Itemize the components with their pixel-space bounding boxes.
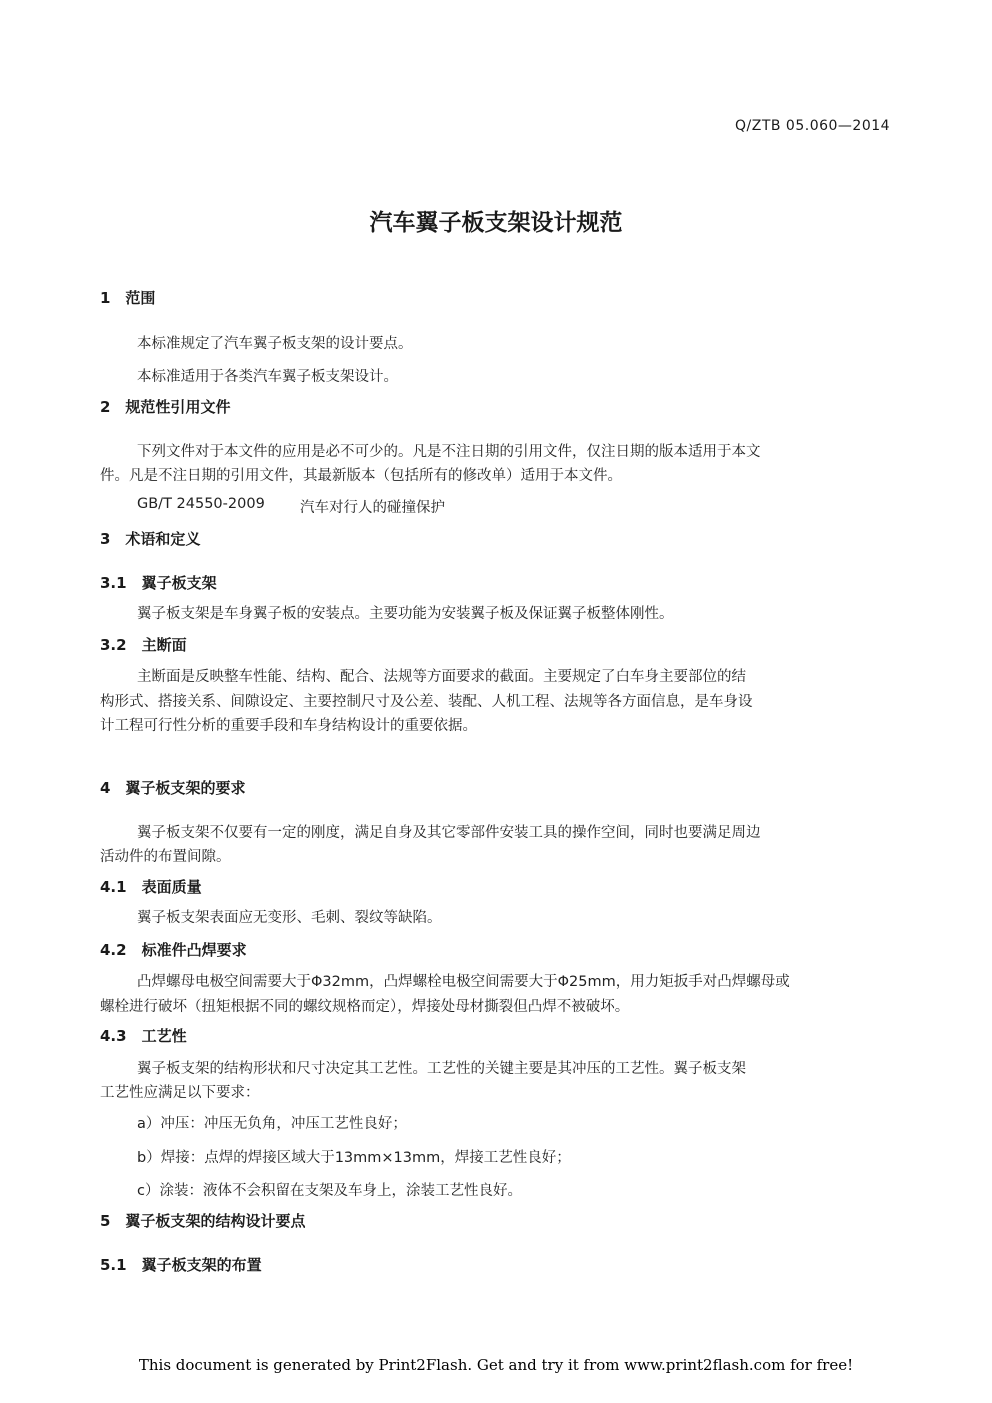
- section-2-para-line-1: 下列文件对于本文件的应用是必不可少的。凡是不注日期的引用文件，仅注日期的版本适用于本文: [137, 444, 761, 460]
- section-3-2-heading: 3.2 主断面: [100, 636, 187, 654]
- section-3-2-para-line-1: 主断面是反映整车性能、结构、配合、法规等方面要求的截面。主要规定了白车身主要部位的结: [137, 669, 746, 685]
- section-4-para-line-2: 活动件的布置间隙。: [100, 849, 231, 865]
- section-3-2-para-line-2: 构形式、搭接关系、间隙设定、主要控制尺寸及公差、装配、人机工程、法规等各方面信息，是车身设: [100, 694, 753, 710]
- list-item-a: a）冲压：冲压无负角，冲压工艺性良好；: [137, 1116, 407, 1132]
- section-1-para-2: 本标准适用于各类汽车翼子板支架设计。: [137, 369, 398, 385]
- section-4-para-line-1: 翼子板支架不仅要有一定的刚度，满足自身及其它零部件安装工具的操作空间，同时也要满足周边: [137, 825, 761, 841]
- standard-code: Q/ZTB 05.060—2014: [735, 118, 891, 134]
- reference-code: GB/T 24550-2009: [137, 496, 265, 512]
- section-1-para-1: 本标准规定了汽车翼子板支架的设计要点。: [137, 336, 413, 352]
- section-4-2-heading: 4.2 标准件凸焊要求: [100, 941, 247, 959]
- section-4-heading: 4 翼子板支架的要求: [100, 779, 246, 797]
- list-item-b: b）焊接：点焊的焊接区域大于13mm×13mm，焊接工艺性良好；: [137, 1150, 571, 1166]
- section-4-1-para: 翼子板支架表面应无变形、毛刺、裂纹等缺陷。: [137, 910, 442, 926]
- section-3-heading: 3 术语和定义: [100, 530, 201, 548]
- section-3-1-para: 翼子板支架是车身翼子板的安装点。主要功能为安装翼子板及保证翼子板整体刚性。: [137, 606, 674, 622]
- print2flash-footer-notice: This document is generated by Print2Flash. Get and try it from www.print2flash.com for free!: [138, 1356, 854, 1374]
- section-5-heading: 5 翼子板支架的结构设计要点: [100, 1212, 306, 1230]
- section-3-2-para-line-3: 计工程可行性分析的重要手段和车身结构设计的重要依据。: [100, 718, 477, 734]
- document-title: 汽车翼子板支架设计规范: [369, 210, 623, 236]
- section-2-para-line-2: 件。凡是不注日期的引用文件，其最新版本（包括所有的修改单）适用于本文件。: [100, 468, 622, 484]
- section-4-1-heading: 4.1 表面质量: [100, 878, 202, 896]
- section-4-2-para-line-2: 螺栓进行破坏（扭矩根据不同的螺纹规格而定），焊接处母材撕裂但凸焊不被破坏。: [100, 999, 630, 1015]
- section-4-2-para-line-1: 凸焊螺母电极空间需要大于Φ32mm，凸焊螺栓电极空间需要大于Φ25mm，用力矩扳手对凸焊螺母或: [137, 974, 790, 990]
- section-2-heading: 2 规范性引用文件: [100, 398, 231, 416]
- section-3-1-heading: 3.1 翼子板支架: [100, 574, 217, 592]
- section-1-heading: 1 范围: [100, 289, 156, 307]
- section-5-1-heading: 5.1 翼子板支架的布置: [100, 1256, 262, 1274]
- section-4-3-heading: 4.3 工艺性: [100, 1027, 187, 1045]
- list-item-c: c）涂装：液体不会积留在支架及车身上，涂装工艺性良好。: [137, 1183, 522, 1199]
- section-4-3-para-line-2: 工艺性应满足以下要求：: [100, 1085, 260, 1101]
- reference-title: 汽车对行人的碰撞保护: [300, 500, 445, 516]
- section-4-3-para-line-1: 翼子板支架的结构形状和尺寸决定其工艺性。工艺性的关键主要是其冲压的工艺性。翼子板支架: [137, 1061, 746, 1077]
